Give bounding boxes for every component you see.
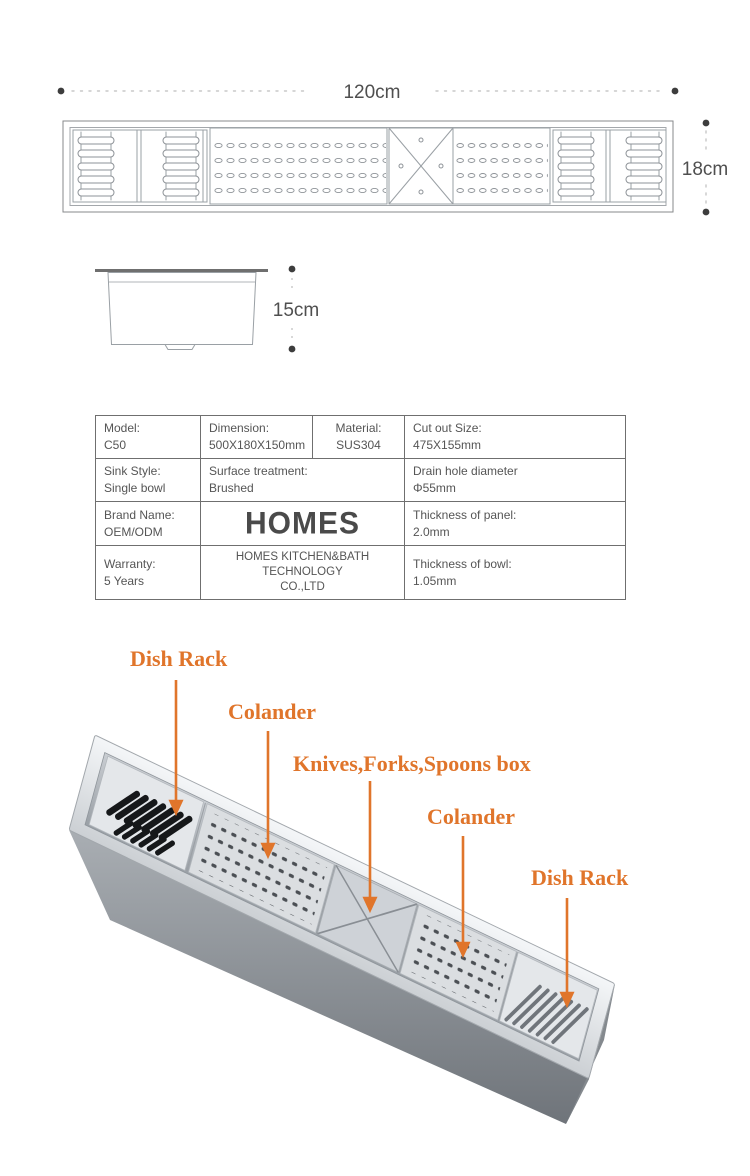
cell-drain [405,459,626,502]
surface-value: Brushed [209,481,254,495]
cell-material [313,416,405,459]
side-view-bowl [108,273,256,345]
dimension-height [682,120,728,216]
material-value: SUS304 [336,438,381,452]
cutout-value: 475X155mm [413,438,482,452]
sink-style-label: Sink Style: [104,464,161,478]
label-dish-rack-2: Dish Rack [531,865,629,890]
panel-value: 2.0mm [413,524,450,539]
label-colander-2: Colander [427,804,515,829]
cell-warranty [96,546,201,600]
dimension-width [58,82,679,103]
brand-label: Brand Name: [104,507,175,522]
cell-sink-style [96,459,201,502]
plan-colander-right [453,128,550,204]
dimension-dot-top [703,120,710,127]
dimension-value: 500X180X150mm [209,438,306,452]
dimension-dot-right [672,88,679,95]
top-view-drawing [58,82,729,215]
label-colander-1: Colander [228,699,316,724]
cutout-label: Cut out Size: [413,421,482,435]
table-row [96,459,626,502]
bowl-value: 1.05mm [413,573,457,588]
width-dimension-label: 120cm [343,82,401,103]
homes-logo: HOMES [244,506,360,541]
label-cutlery-box: Knives,Forks,Spoons box [293,751,531,776]
cell-dimension [201,416,313,459]
model-value: C50 [104,438,127,452]
label-dish-rack-1: Dish Rack [130,646,228,671]
sink-3d-render [69,735,615,1124]
bowl-label: Thickness of bowl: [413,556,512,571]
drain-label: Drain hole diameter [413,464,518,478]
surface-label: Surface treatment: [209,464,308,478]
dimension-dot-left [58,88,65,95]
height-dimension-label: 18cm [681,159,729,180]
warranty-label: Warranty: [104,556,156,571]
cell-model [96,416,201,459]
dimension-dot-bottom [703,209,710,216]
company-name-line2: CO.,LTD [280,581,325,593]
side-view-rim [95,269,268,272]
table-row [96,502,626,546]
cell-cutout [405,416,626,459]
depth-dimension-label: 15cm [272,300,320,321]
cell-logo [201,502,405,546]
cell-company [201,546,405,600]
table-row [96,416,626,459]
plan-colander-left [210,128,387,204]
panel-label: Thickness of panel: [413,507,517,522]
dimension-dot-bottom [289,346,296,353]
side-view-drawing [95,266,319,353]
dimension-depth [273,266,319,353]
dimension-dot-top [289,266,296,273]
plan-cutlery-box [389,128,453,204]
table-row [96,546,626,600]
side-view-drain [165,345,195,350]
model-label: Model: [104,421,141,435]
spec-table [95,415,626,600]
company-name-line1: HOMES KITCHEN&BATH TECHNOLOGY [235,551,370,578]
drain-value: Φ55mm [413,481,456,495]
material-label: Material: [335,421,382,435]
sink-style-value: Single bowl [104,481,166,495]
brand-value: OEM/ODM [104,524,163,539]
dimension-label: Dimension: [209,421,270,435]
cell-surface [201,459,405,502]
cell-panel-thickness [405,502,626,546]
cell-brand [96,502,201,546]
warranty-value: 5 Years [104,573,145,588]
cell-bowl-thickness [405,546,626,600]
